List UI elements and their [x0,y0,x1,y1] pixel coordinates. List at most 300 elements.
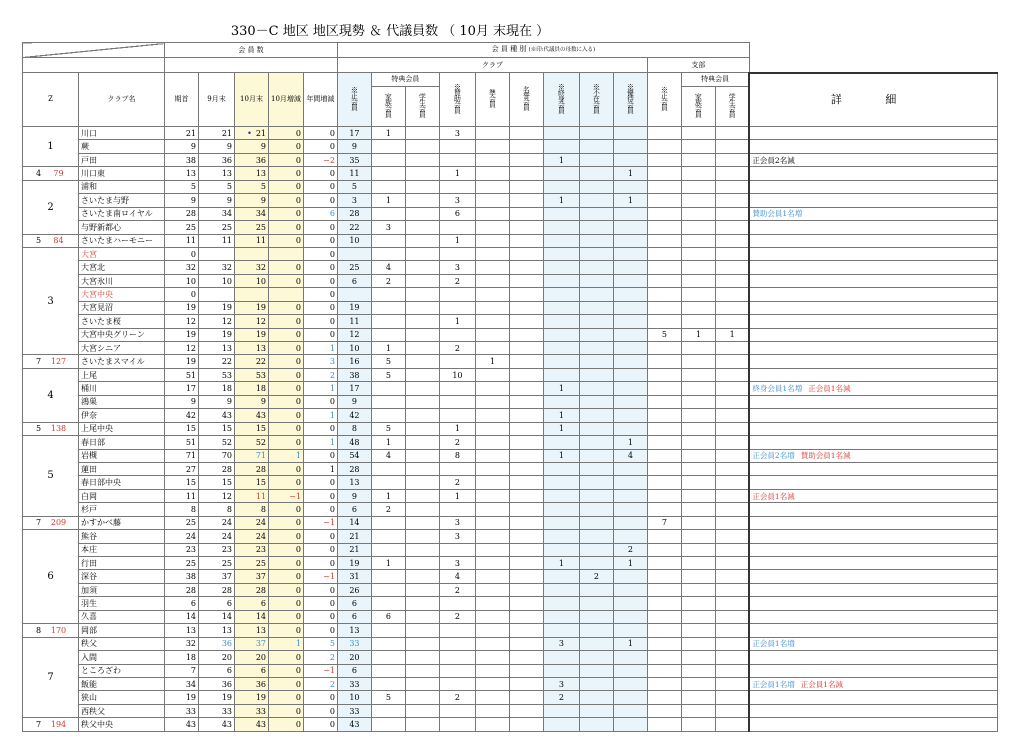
cell-stu [405,234,439,247]
cell-start: 21 [165,127,199,140]
cell-stu [405,718,439,731]
cell-sup: 2 [439,274,475,287]
cell-reg: 48 [337,436,371,449]
cell-abs [579,462,613,475]
cell-bfam [681,422,715,435]
header-honorary: 名誉会員 [509,73,543,127]
cell-breg [647,718,681,731]
cell-chg: 0 [269,342,304,355]
cell-bstu [715,368,749,381]
cell-stu [405,489,439,502]
cell-chg: 1 [269,637,304,650]
cell-sup: 1 [439,422,475,435]
cell-life: 3 [543,637,579,650]
cell-sup: 2 [439,342,475,355]
cell-bstu [715,395,749,408]
table-row [23,436,998,449]
cell-asc [475,247,509,260]
cell-yr: 0 [303,127,337,140]
cell-bstu [715,194,749,207]
cell-asc [475,167,509,180]
cell-yr: 2 [303,368,337,381]
club-name: 大宮シニア [79,342,165,355]
cell-abs [579,368,613,381]
table-row [23,718,998,731]
detail-cell [749,301,997,314]
cell-stu [405,247,439,260]
cell-sep: 18 [199,382,235,395]
cell-hon [509,570,543,583]
cell-hon [509,610,543,623]
cell-breg [647,610,681,623]
cell-start: 25 [165,557,199,570]
cell-fam [371,382,405,395]
cell-bstu [715,610,749,623]
cell-priv [613,247,647,260]
cell-abs [579,637,613,650]
cell-sup: 8 [439,449,475,462]
cell-sep: 36 [199,153,235,166]
club-name: 蓮田 [79,462,165,475]
cell-bfam [681,597,715,610]
cell-sep: 9 [199,194,235,207]
cell-priv [613,597,647,610]
cell-bfam [681,516,715,529]
table-row [23,207,998,220]
cell-breg [647,207,681,220]
cell-yr: 1 [303,342,337,355]
cell-stu [405,583,439,596]
cell-yr: 0 [303,476,337,489]
cell-stu [405,704,439,717]
cell-reg: 21 [337,543,371,556]
cell-sup: 4 [439,570,475,583]
cell-priv [613,583,647,596]
cell-oct: • 21 [235,127,269,140]
table-row [23,543,998,556]
cell-life: 1 [543,449,579,462]
cell-reg: 9 [337,140,371,153]
cell-sep: 36 [199,677,235,690]
cell-asc [475,422,509,435]
cell-breg [647,704,681,717]
cell-asc [475,637,509,650]
cell-sup [439,503,475,516]
cell-chg: 0 [269,503,304,516]
cell-chg: 0 [269,570,304,583]
cell-oct: 13 [235,167,269,180]
cell-sep: 25 [199,557,235,570]
cell-yr: 0 [303,180,337,193]
cell-hon [509,637,543,650]
cell-asc [475,543,509,556]
cell-stu [405,301,439,314]
cell-bstu [715,637,749,650]
club-name: 大宮氷川 [79,274,165,287]
cell-stu [405,194,439,207]
cell-asc [475,368,509,381]
cell-sup [439,328,475,341]
zone-summary [23,234,79,247]
cell-sup: 2 [439,691,475,704]
cell-reg: 10 [337,342,371,355]
cell-breg [647,301,681,314]
cell-life [543,395,579,408]
detail-cell [749,557,997,570]
zone-summary [23,624,79,637]
zone-label: 7 [35,357,42,367]
cell-sep: 70 [199,449,235,462]
cell-sup [439,624,475,637]
cell-asc [475,315,509,328]
cell-reg: 8 [337,422,371,435]
zone-summary [23,422,79,435]
cell-reg: 9 [337,489,371,502]
cell-yr: 2 [303,677,337,690]
detail-cell [749,436,997,449]
table-row [23,664,998,677]
cell-hon [509,449,543,462]
cell-hon [509,234,543,247]
detail-cell [749,261,997,274]
cell-priv [613,651,647,664]
cell-bfam [681,718,715,731]
cell-yr: 0 [303,247,337,260]
cell-start: 24 [165,530,199,543]
cell-life [543,368,579,381]
cell-abs [579,503,613,516]
cell-fam: 4 [371,449,405,462]
cell-life [543,476,579,489]
cell-sep: 6 [199,597,235,610]
header-family: 家族会員 [371,87,405,127]
cell-reg: 9 [337,395,371,408]
cell-asc: 1 [475,355,509,368]
cell-start: 51 [165,436,199,449]
cell-reg: 19 [337,301,371,314]
cell-yr: 0 [303,221,337,234]
cell-hon [509,503,543,516]
cell-bstu [715,489,749,502]
cell-hon [509,288,543,301]
cell-chg: 0 [269,677,304,690]
cell-oct: 19 [235,328,269,341]
table-row [23,516,998,529]
club-name: 鴻巣 [79,395,165,408]
table-row [23,583,998,596]
club-name: 久喜 [79,610,165,623]
cell-start: 38 [165,570,199,583]
cell-chg: 0 [269,462,304,475]
cell-life [543,274,579,287]
cell-asc [475,664,509,677]
cell-bstu [715,409,749,422]
cell-fam [371,704,405,717]
cell-yr: 0 [303,288,337,301]
cell-breg [647,221,681,234]
cell-chg [269,247,304,260]
cell-hon [509,476,543,489]
club-name: 大宮中央グリーン [79,328,165,341]
cell-oct: 43 [235,718,269,731]
header-regular: ※正会員 [337,73,371,127]
cell-bstu [715,140,749,153]
cell-stu [405,543,439,556]
detail-cell [749,355,997,368]
club-name: 岩槻 [79,449,165,462]
cell-priv [613,530,647,543]
cell-yr: 0 [303,140,337,153]
cell-oct: 13 [235,624,269,637]
cell-yr: 5 [303,637,337,650]
cell-fam [371,597,405,610]
cell-start: 25 [165,221,199,234]
detail-note: 正会員2名増 [752,451,795,461]
cell-chg: 1 [269,449,304,462]
cell-oct: 6 [235,664,269,677]
cell-reg: 33 [337,637,371,650]
club-name: 羽生 [79,597,165,610]
cell-bfam [681,637,715,650]
cell-yr: 0 [303,610,337,623]
cell-oct: 10 [235,274,269,287]
cell-hon [509,261,543,274]
cell-start: 15 [165,422,199,435]
cell-start: 13 [165,624,199,637]
cell-hon [509,274,543,287]
cell-life: 1 [543,194,579,207]
cell-oct: 36 [235,677,269,690]
cell-bfam [681,489,715,502]
cell-abs [579,274,613,287]
cell-bstu [715,436,749,449]
cell-stu [405,153,439,166]
zone-label: 2 [23,180,79,234]
detail-cell [749,315,997,328]
cell-abs [579,543,613,556]
detail-cell [749,516,997,529]
cell-priv [613,261,647,274]
cell-start: 43 [165,718,199,731]
cell-fam [371,718,405,731]
cell-priv [613,234,647,247]
header-supporting: ※賛助会員 [439,73,475,127]
cell-hon [509,382,543,395]
cell-bfam [681,395,715,408]
detail-cell [749,651,997,664]
detail-note: 賛助会員1名減 [800,451,851,461]
cell-sep: 10 [199,274,235,287]
cell-stu [405,610,439,623]
cell-abs [579,436,613,449]
cell-sup [439,704,475,717]
cell-life [543,315,579,328]
cell-abs [579,718,613,731]
cell-sup [439,140,475,153]
cell-breg [647,476,681,489]
cell-priv [613,382,647,395]
cell-hon [509,624,543,637]
club-name: さいたま与野 [79,194,165,207]
detail-cell [749,395,997,408]
cell-start: 38 [165,153,199,166]
cell-life [543,718,579,731]
cell-priv [613,677,647,690]
cell-breg [647,288,681,301]
cell-sup [439,153,475,166]
cell-start: 6 [165,597,199,610]
cell-fam [371,315,405,328]
cell-bstu [715,503,749,516]
table-row [23,677,998,690]
cell-asc [475,395,509,408]
cell-fam [371,570,405,583]
cell-priv [613,315,647,328]
cell-bstu: 1 [715,328,749,341]
cell-yr: 0 [303,718,337,731]
cell-reg: 43 [337,718,371,731]
cell-priv [613,422,647,435]
cell-life [543,127,579,140]
cell-life [543,664,579,677]
cell-hon [509,422,543,435]
cell-yr: 0 [303,691,337,704]
cell-stu [405,557,439,570]
detail-cell [749,449,997,462]
cell-life: 1 [543,382,579,395]
cell-oct: 34 [235,207,269,220]
cell-abs [579,167,613,180]
cell-sep: 12 [199,315,235,328]
zone-label: 5 [35,424,42,434]
cell-breg [647,180,681,193]
detail-cell [749,704,997,717]
cell-hon [509,557,543,570]
cell-chg: 0 [269,261,304,274]
cell-oct: 18 [235,382,269,395]
cell-start: 34 [165,677,199,690]
cell-life: 3 [543,677,579,690]
cell-chg: 0 [269,140,304,153]
cell-oct: 20 [235,651,269,664]
cell-reg: 11 [337,167,371,180]
cell-breg [647,140,681,153]
cell-oct: 25 [235,221,269,234]
cell-abs [579,597,613,610]
cell-abs [579,180,613,193]
cell-start: 42 [165,409,199,422]
header-special-member: 特典会員 [371,73,439,87]
cell-priv: 4 [613,449,647,462]
cell-stu [405,140,439,153]
cell-breg [647,677,681,690]
detail-cell [749,140,997,153]
cell-asc [475,489,509,502]
cell-chg [269,288,304,301]
cell-bstu [715,677,749,690]
header-club: クラブ [337,58,647,73]
cell-start: 12 [165,342,199,355]
cell-reg: 42 [337,409,371,422]
club-name: さいたまハーモニー [79,234,165,247]
cell-oct: 23 [235,543,269,556]
cell-bstu [715,651,749,664]
cell-oct: 6 [235,597,269,610]
cell-hon [509,677,543,690]
cell-yr: 0 [303,234,337,247]
club-name: 川口東 [79,167,165,180]
cell-abs [579,624,613,637]
cell-yr: 1 [303,382,337,395]
cell-bfam [681,530,715,543]
cell-breg [647,395,681,408]
cell-abs [579,288,613,301]
cell-abs [579,301,613,314]
cell-chg: 0 [269,395,304,408]
cell-hon [509,207,543,220]
cell-oct: 25 [235,557,269,570]
cell-reg: 3 [337,194,371,207]
zone-delegate-count: 170 [50,625,67,635]
cell-stu [405,261,439,274]
cell-life: 1 [543,409,579,422]
cell-bfam [681,462,715,475]
cell-priv: 1 [613,167,647,180]
cell-sep: 23 [199,543,235,556]
cell-bfam [681,234,715,247]
zone-summary [23,516,79,529]
table-row [23,503,998,516]
cell-yr: 0 [303,449,337,462]
cell-priv [613,274,647,287]
cell-stu [405,221,439,234]
header-oct-change: 10月増減 [269,73,304,127]
zone-delegate-count: 209 [50,518,67,528]
cell-oct: 36 [235,153,269,166]
zone-delegate-count: 138 [50,424,67,434]
detail-note: 正会員1名増 [752,679,795,689]
cell-hon [509,664,543,677]
cell-bstu [715,153,749,166]
cell-reg: 28 [337,462,371,475]
cell-bfam [681,153,715,166]
cell-asc [475,610,509,623]
cell-life [543,355,579,368]
cell-bfam [681,409,715,422]
cell-abs [579,395,613,408]
cell-reg: 22 [337,221,371,234]
club-name: 上尾中央 [79,422,165,435]
cell-asc [475,570,509,583]
cell-asc [475,557,509,570]
cell-fam [371,677,405,690]
cell-reg: 5 [337,180,371,193]
cell-oct: 37 [235,570,269,583]
cell-bfam [681,355,715,368]
cell-priv [613,718,647,731]
table-row [23,140,998,153]
cell-sup [439,355,475,368]
cell-chg: 0 [269,422,304,435]
detail-cell [749,368,997,381]
cell-bstu [715,167,749,180]
cell-life: 1 [543,422,579,435]
cell-priv [613,207,647,220]
cell-hon [509,221,543,234]
cell-bstu [715,704,749,717]
cell-sup: 1 [439,315,475,328]
table-row [23,261,998,274]
